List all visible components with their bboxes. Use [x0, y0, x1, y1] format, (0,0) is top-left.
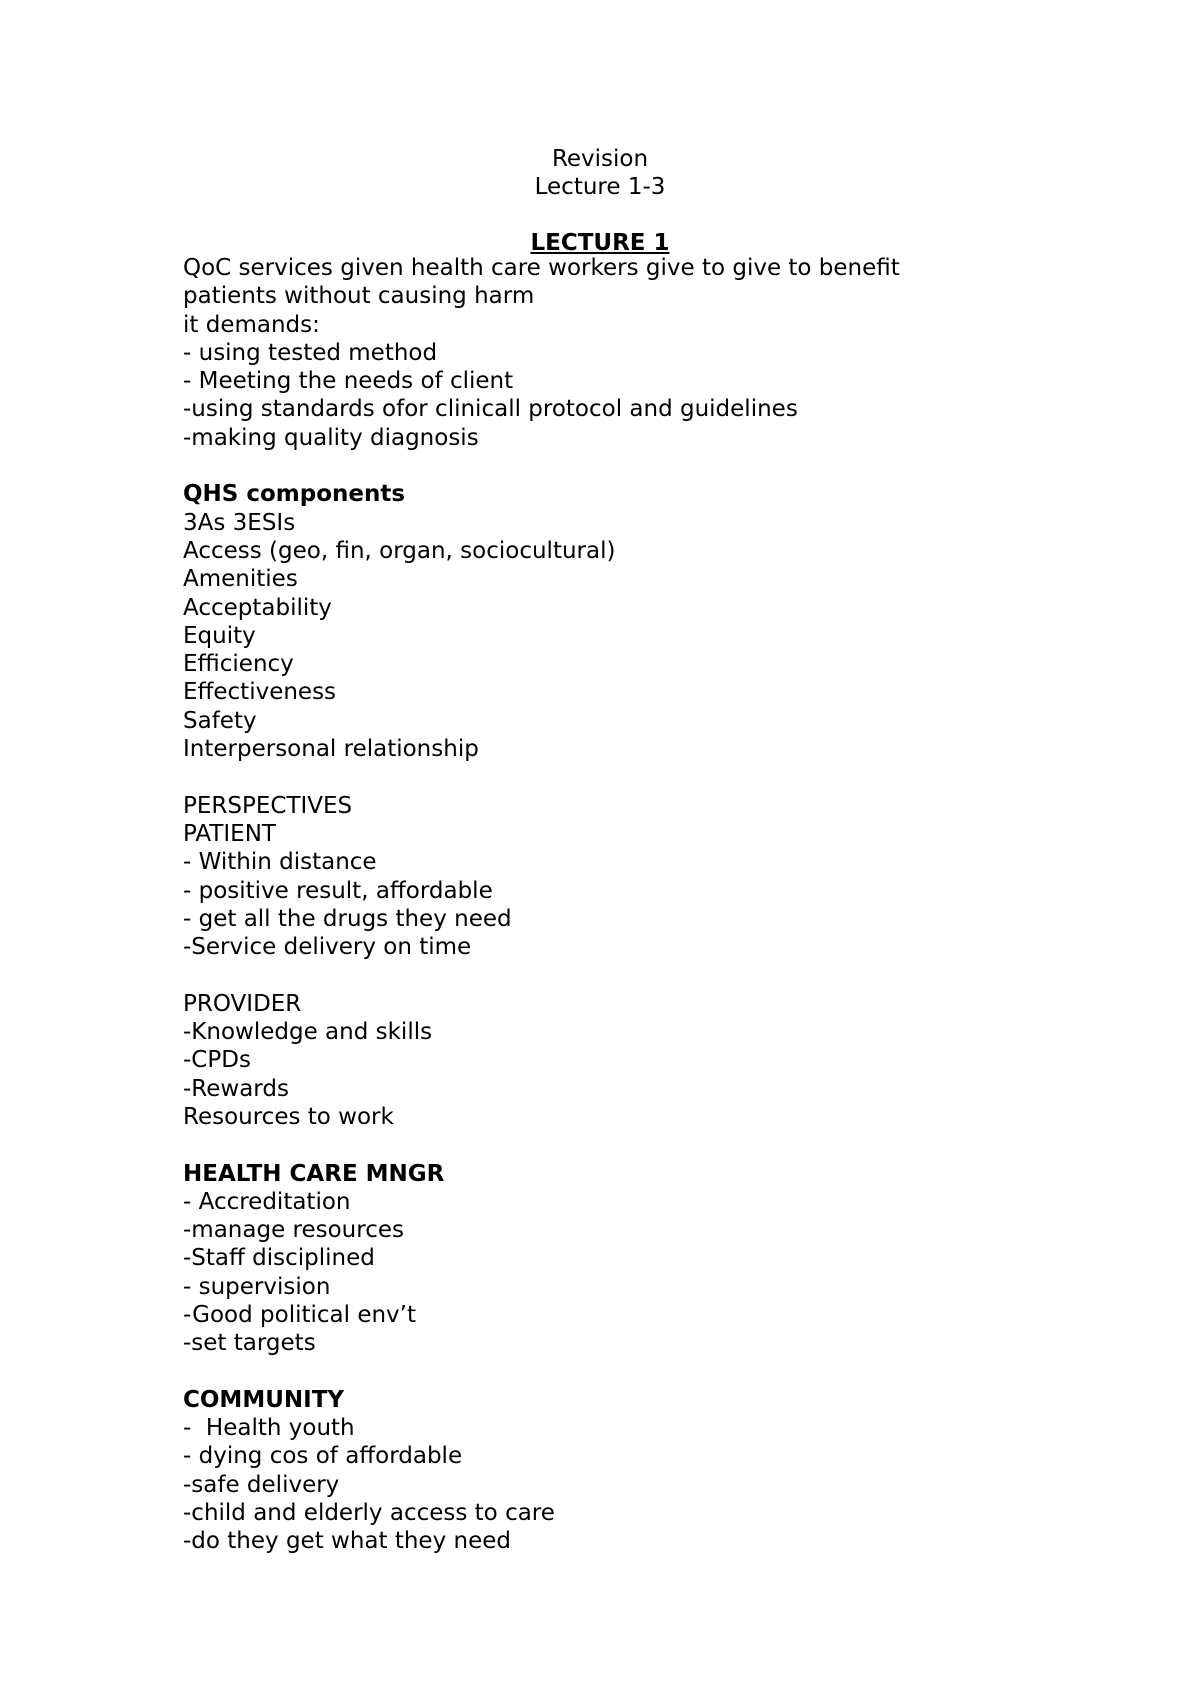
community-item: -child and elderly access to care: [183, 1500, 555, 1527]
qhs-heading: QHS components: [183, 481, 406, 508]
patient-subheading: PATIENT: [183, 820, 276, 847]
community-section: [183, 1386, 1143, 1556]
intro-line: - using tested method: [183, 339, 438, 366]
provider-item: -Knowledge and skills: [183, 1019, 433, 1046]
intro-line: -using standards ofor clinicall protocol and guidelines: [183, 396, 798, 423]
document-body: [183, 254, 1143, 1556]
qhs-section: [183, 480, 1143, 763]
intro-line: -making quality diagnosis: [183, 424, 479, 451]
provider-item: -CPDs: [183, 1047, 251, 1074]
spacer: [183, 961, 1143, 989]
qhs-item: Interpersonal relationship: [183, 736, 479, 763]
manager-item: - Accreditation: [183, 1188, 351, 1215]
qhs-item: Effectiveness: [183, 679, 337, 706]
qhs-item: Equity: [183, 622, 256, 649]
intro-line: QoC services given health care workers give to give to benefit: [183, 255, 900, 281]
qhs-item: Amenities: [183, 566, 298, 593]
intro-line: it demands:: [183, 311, 320, 338]
qhs-item: 3As 3ESIs: [183, 509, 296, 536]
manager-item: -set targets: [183, 1330, 316, 1357]
manager-item: - supervision: [183, 1273, 331, 1300]
patient-item: - get all the drugs they need: [183, 905, 512, 932]
qhs-item: Acceptability: [183, 594, 332, 621]
patient-item: -Service delivery on time: [183, 934, 472, 961]
patient-item: - Within distance: [183, 849, 377, 876]
perspectives-section: [183, 792, 1143, 962]
provider-item: -Rewards: [183, 1075, 289, 1102]
intro-line: patients without causing harm: [183, 283, 535, 310]
community-item: -safe delivery: [183, 1471, 340, 1498]
patient-item: - positive result, affordable: [183, 877, 493, 904]
manager-item: -Staff disciplined: [183, 1245, 375, 1272]
lecture-heading: LECTURE 1: [530, 230, 670, 256]
perspectives-heading: PERSPECTIVES: [183, 792, 353, 819]
manager-heading: HEALTH CARE MNGR: [183, 1160, 445, 1187]
intro-section: [183, 254, 1143, 452]
document-title: Revision: [551, 146, 649, 172]
manager-item: -manage resources: [183, 1217, 404, 1244]
spacer: [183, 452, 1143, 480]
spacer: [183, 1131, 1143, 1159]
provider-heading: PROVIDER: [183, 990, 302, 1017]
manager-item: -Good political env’t: [183, 1301, 416, 1328]
spacer: [183, 1358, 1143, 1386]
qhs-item: Safety: [183, 707, 257, 734]
provider-item: Resources to work: [183, 1103, 394, 1130]
community-item: -do they get what they need: [183, 1528, 511, 1555]
community-item: - Health youth: [183, 1415, 355, 1442]
community-heading: COMMUNITY: [183, 1386, 345, 1413]
provider-section: [183, 990, 1143, 1131]
manager-section: [183, 1160, 1143, 1358]
qhs-item: Efficiency: [183, 651, 294, 678]
document-subtitle: Lecture 1-3: [534, 174, 666, 200]
spacer: [183, 763, 1143, 791]
qhs-item: Access (geo, fin, organ, sociocultural): [183, 537, 616, 564]
intro-line: - Meeting the needs of client: [183, 368, 514, 395]
community-item: - dying cos of affordable: [183, 1443, 463, 1470]
